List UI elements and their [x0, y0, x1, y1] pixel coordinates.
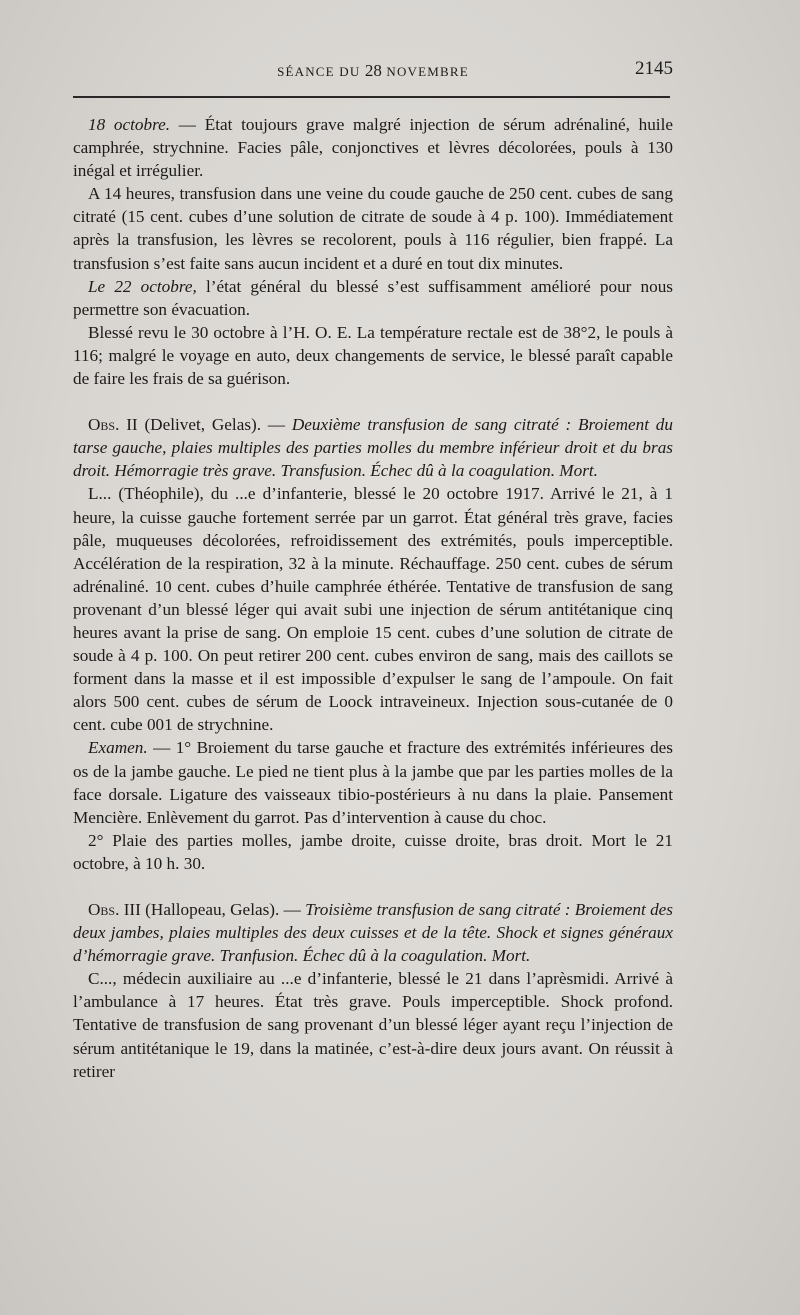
- paragraph-text: L... (Théophile), du ...e d’infanterie, blessé le 20 octobre 1917. Arrivé le 21, à 1 heure, la cuisse gauche fortement serrée par un garrot. État général très grave, facies pâle, muqueuses décolorées, refroidissement des extrémités, pouls imperceptible. Accélération de la respiration, 32 à la minute. Réchauffage. 250 cent. cubes de sérum adrénaliné. 10 cent. cubes d’huile camphrée éthérée. Tentative de transfusion de sang provenant d’un blessé léger qui avait subi une injection de sérum antitétanique cinq heures avant la prise de sang. On emploie 15 cent. cubes d’une solution de citrate de soude à 4 p. 100. On peut retirer 200 cent. cubes environ de sang, mais des caillots se forment dans la masse et il est impossible d’expulser le sang de l’ampoule. On fait alors 500 cent. cubes de sérum de Loock intraveineux. Injection sous-cutanée de 0 cent. cube 001 de strychnine.: [73, 484, 673, 735]
- running-head: [73, 58, 673, 82]
- paragraph-text: C..., médecin auxiliaire au ...e d’infanterie, blessé le 21 dans l’aprèsmidi. Arrivé à l’ambulance à 17 heures. État très grave. Pouls imperceptible. Shock profond. Tentative de transfusion de sang provenant d’un blessé léger ayant reçu l’injection de sérum antitétanique le 19, dans la matinée, c’est-à-dire deux jours avant. On réussit à retirer: [73, 969, 673, 1081]
- body-text: [73, 113, 673, 1083]
- paragraph: [73, 275, 673, 321]
- obs-label: Obs.: [88, 415, 120, 435]
- paragraph: [73, 321, 673, 390]
- paragraph: [73, 829, 673, 875]
- paragraph: [73, 736, 673, 828]
- obs-authors: III (Hallopeau, Gelas). —: [119, 900, 306, 919]
- observation-heading: [73, 413, 673, 482]
- paragraph: [73, 113, 673, 182]
- running-title-month: NOVEMBRE: [386, 64, 469, 79]
- paragraph: [73, 967, 673, 1082]
- running-title-day: 28: [364, 61, 382, 80]
- paragraph-text: — État toujours grave malgré injection de sérum adrénaliné, huile camphrée, strychnine. Facies pâle, conjonctives et lèvres décolorées, pouls à 130 inégal et irrégulier.: [73, 115, 673, 181]
- header-rule: [73, 96, 670, 98]
- obs-summary: Troisième transfusion de sang citraté : Broiement des deux jambes, plaies multiples des deux cuisses et de la tête. Shock et signes généraux d’hémorragie grave. Tranfusion. Échec dû à la coagulation. Mort.: [73, 900, 673, 966]
- obs-label: Obs.: [88, 900, 120, 919]
- paragraph-text: A 14 heures, transfusion dans une veine du coude gauche de 250 cent. cubes de sang citraté (15 cent. cubes d’une solution de citrate de soude à 4 p. 100). Immédiatement après la transfusion, les lèvres se recolorent, pouls à 116 régulier, bien frappé. La transfusion s’est faite sans aucun incident et a duré en tout dix minutes.: [73, 184, 673, 273]
- date-italic: 18 octobre.: [88, 115, 171, 134]
- paragraph: [73, 482, 673, 736]
- paragraph-text: — 1° Broiement du tarse gauche et fracture des extrémités inférieures des os de la jambe gauche. Le pied ne tient plus à la jambe que par les parties molles de la face dorsale. Ligature des vaisseaux tibio-postérieurs à nu dans la plaie. Pansement Mencière. Enlèvement du garrot. Pas d’intervention à cause du choc.: [73, 738, 673, 827]
- paragraph: [73, 182, 673, 274]
- date-italic: Le 22 octobre,: [88, 276, 197, 296]
- obs-summary: Deuxième transfusion de sang citraté : Broiement du tarse gauche, plaies multiples des parties molles du membre inférieur droit et du bras droit. Hémorragie très grave. Transfusion. Échec dû à la coagulation. Mort.: [73, 415, 673, 481]
- running-title: [73, 61, 673, 81]
- page-number: 2145: [635, 58, 673, 79]
- running-title-prefix: SÉANCE DU: [277, 64, 361, 79]
- paragraph-text: l’état général du blessé s’est suffisamment amélioré pour nous permettre son évacuation.: [73, 276, 674, 319]
- section-italic: Examen.: [88, 738, 148, 758]
- paragraph-text: Blessé revu le 30 octobre à l’H. O. E. La température rectale est de 38°2, le pouls à 116; malgré le voyage en auto, deux changements de service, le blessé paraît capable de faire les frais de sa guérison.: [73, 322, 673, 389]
- observation-heading: [73, 898, 673, 967]
- paragraph-text: 2° Plaie des parties molles, jambe droite, cuisse droite, bras droit. Mort le 21 octobre, à 10 h. 30.: [73, 830, 673, 873]
- obs-authors: II (Delivet, Gelas). —: [119, 415, 292, 435]
